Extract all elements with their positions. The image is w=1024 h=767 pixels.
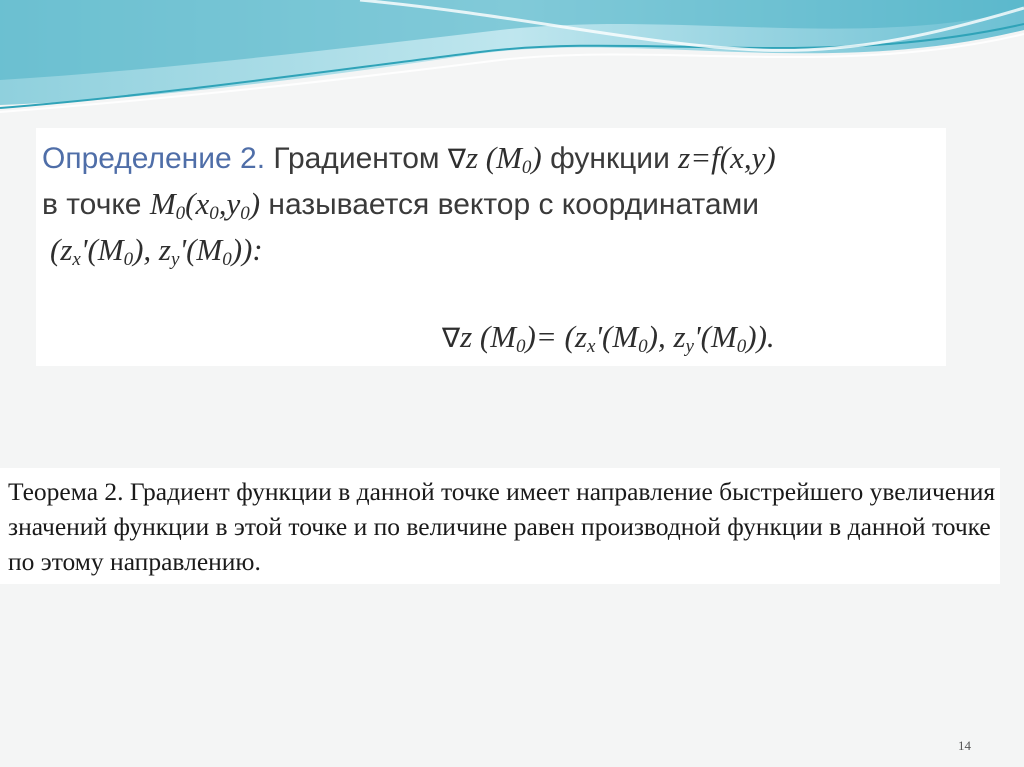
definition-text: в точке: [42, 188, 150, 221]
page-number: 14: [958, 738, 971, 753]
gradient-formula: ∇z $(M_0)= (z_x'(M_0)$, $z_y'(M_0)$).: [442, 319, 775, 357]
theorem-text: Теорема 2. Градиент функции в данной точке имеет направление быстрейшего увеличения значений функции в этой точке и по величине равен производной функции в данной точке по этому направлению.: [8, 477, 996, 576]
definition-line-3: [50, 232, 263, 269]
coordinates-expression: ($z_x'(M_0)$, $z_y'(M_0)$):: [50, 232, 263, 270]
nabla-symbol: ∇: [442, 323, 461, 353]
definition-text: Градиентом: [265, 142, 448, 175]
header-wave-decoration: [0, 0, 1024, 115]
definition-line-1: [42, 140, 776, 177]
definition-heading: Определение 2.: [42, 142, 266, 175]
definition-block: [36, 128, 946, 366]
nabla-symbol: ∇: [447, 144, 466, 174]
definition-text: функции: [541, 142, 679, 175]
theorem-block: [0, 468, 1000, 584]
function-expression: z=f(x,y): [678, 140, 776, 175]
gradient-expression: ∇z $(M_0)$: [447, 140, 542, 178]
definition-line-2: [42, 186, 759, 223]
point-expression: $M_0(x_0,y_0)$: [149, 186, 261, 224]
definition-text: называется вектор с координатами: [260, 188, 759, 221]
